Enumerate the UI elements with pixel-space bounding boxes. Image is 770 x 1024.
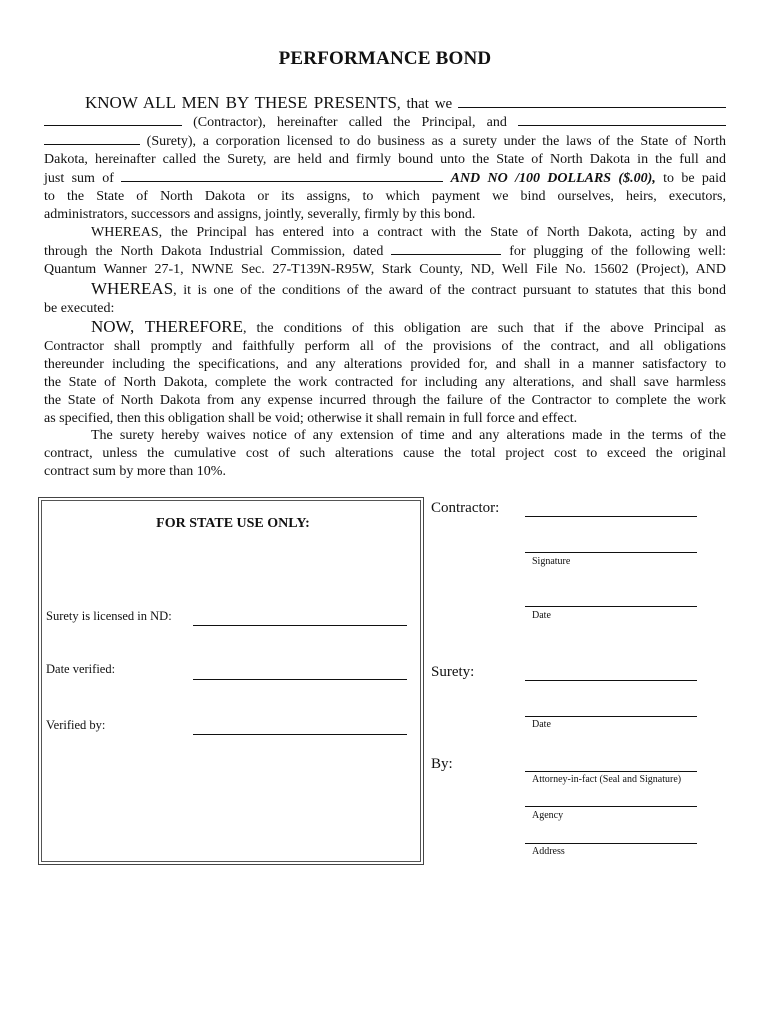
contractor-label: Contractor: bbox=[431, 500, 500, 516]
line: the State of North Dakota, complete the work contracted for including any alterations, and shall save harmless bbox=[44, 375, 726, 390]
paragraph-parties bbox=[44, 94, 726, 224]
contractor-field[interactable] bbox=[44, 113, 182, 126]
date-verified-label: Date verified: bbox=[46, 662, 116, 676]
line: (Contractor), hereinafter called the Principal, and bbox=[44, 113, 726, 132]
paragraph-whereas-award bbox=[44, 280, 726, 318]
line: be executed: bbox=[44, 301, 115, 316]
by-label: By: bbox=[431, 756, 453, 772]
line: administrators, successors and assigns, jointly, severally, firmly by this bond. bbox=[44, 207, 476, 222]
attorney-caption: Attorney-in-fact (Seal and Signature) bbox=[532, 774, 682, 785]
surety-licensed-label: Surety is licensed in ND: bbox=[46, 609, 172, 623]
line: the State of North Dakota from any expense incurred through the failure of the Contractor to complete the work bbox=[44, 393, 726, 408]
line: contract sum by more than 10%. bbox=[44, 464, 226, 479]
line: The surety hereby waives notice of any extension of time and any alterations made in the terms of the bbox=[91, 428, 726, 443]
surety-label: Surety: bbox=[431, 664, 475, 680]
verified-by-field[interactable] bbox=[193, 734, 407, 735]
principal-name-field[interactable] bbox=[458, 95, 726, 108]
surety-field[interactable] bbox=[44, 132, 140, 145]
agency-field[interactable] bbox=[525, 806, 697, 807]
paragraph-surety-waiver bbox=[44, 427, 726, 481]
document-title: PERFORMANCE BOND bbox=[278, 48, 492, 69]
attorney-signature-field[interactable] bbox=[525, 771, 697, 772]
sum-field[interactable] bbox=[121, 169, 443, 182]
address-field[interactable] bbox=[525, 843, 697, 844]
signature-caption: Signature bbox=[532, 556, 571, 567]
surety-name-sign-field[interactable] bbox=[525, 680, 697, 681]
line: thereunder including the specifications, and any alterations provided for, and shall in a manner satisfactory to bbox=[44, 357, 726, 372]
line: Dakota, hereinafter called the Surety, are held and firmly bound unto the State of North Dakota in the full and bbox=[44, 152, 726, 167]
contractor-signature-field[interactable] bbox=[525, 552, 697, 553]
line: Quantum Wanner 27-1, NWNE Sec. 27-T139N-R95W, Stark County, ND, Well File No. 15602 (Project), AND bbox=[44, 262, 726, 277]
line: KNOW ALL MEN BY THESE PRESENTS, that we bbox=[44, 94, 726, 113]
date-caption: Date bbox=[532, 610, 551, 621]
date-caption: Date bbox=[532, 719, 551, 730]
line: NOW, THEREFORE, the conditions of this obligation are such that if the above Principal as bbox=[91, 317, 726, 336]
line: as specified, then this obligation shall be void; otherwise it shall remain in full force and effect. bbox=[44, 411, 578, 426]
surety-date-field[interactable] bbox=[525, 716, 697, 717]
line: just sum of AND NO /100 DOLLARS ($.00), to be paid bbox=[44, 171, 727, 186]
contractor-date-field[interactable] bbox=[525, 606, 697, 607]
agency-caption: Agency bbox=[532, 810, 564, 821]
line: to the State of North Dakota or its assigns, to which payment we bind ourselves, heirs, executors, bbox=[44, 189, 726, 204]
date-verified-field[interactable] bbox=[193, 679, 407, 680]
paragraph-now-therefore bbox=[44, 318, 726, 428]
state-use-box bbox=[38, 497, 424, 865]
line: Contractor shall promptly and faithfully perform all of the provisions of the contract, and all obligations bbox=[44, 339, 726, 354]
line: through the North Dakota Industrial Commission, dated for plugging of the following well: bbox=[44, 244, 727, 259]
verified-by-label: Verified by: bbox=[46, 718, 106, 732]
line: (Surety), a corporation licensed to do business as a surety under the laws of the State of North bbox=[44, 132, 726, 151]
surety-licensed-field[interactable] bbox=[193, 625, 407, 626]
contract-date-field[interactable] bbox=[391, 242, 501, 255]
paragraph-whereas-contract bbox=[44, 224, 726, 279]
state-use-title: FOR STATE USE ONLY: bbox=[156, 516, 310, 531]
line: WHEREAS, the Principal has entered into a contract with the State of North Dakota, acting by and bbox=[91, 225, 726, 240]
address-caption: Address bbox=[532, 846, 565, 857]
contractor-name-field[interactable] bbox=[525, 516, 697, 517]
line: contract, unless the cumulative cost of such alterations cause the total project cost to exceed the original bbox=[44, 446, 726, 461]
line: WHEREAS, it is one of the conditions of the award of the contract pursuant to statutes that this bond bbox=[91, 279, 726, 298]
surety-name-field[interactable] bbox=[518, 113, 726, 126]
